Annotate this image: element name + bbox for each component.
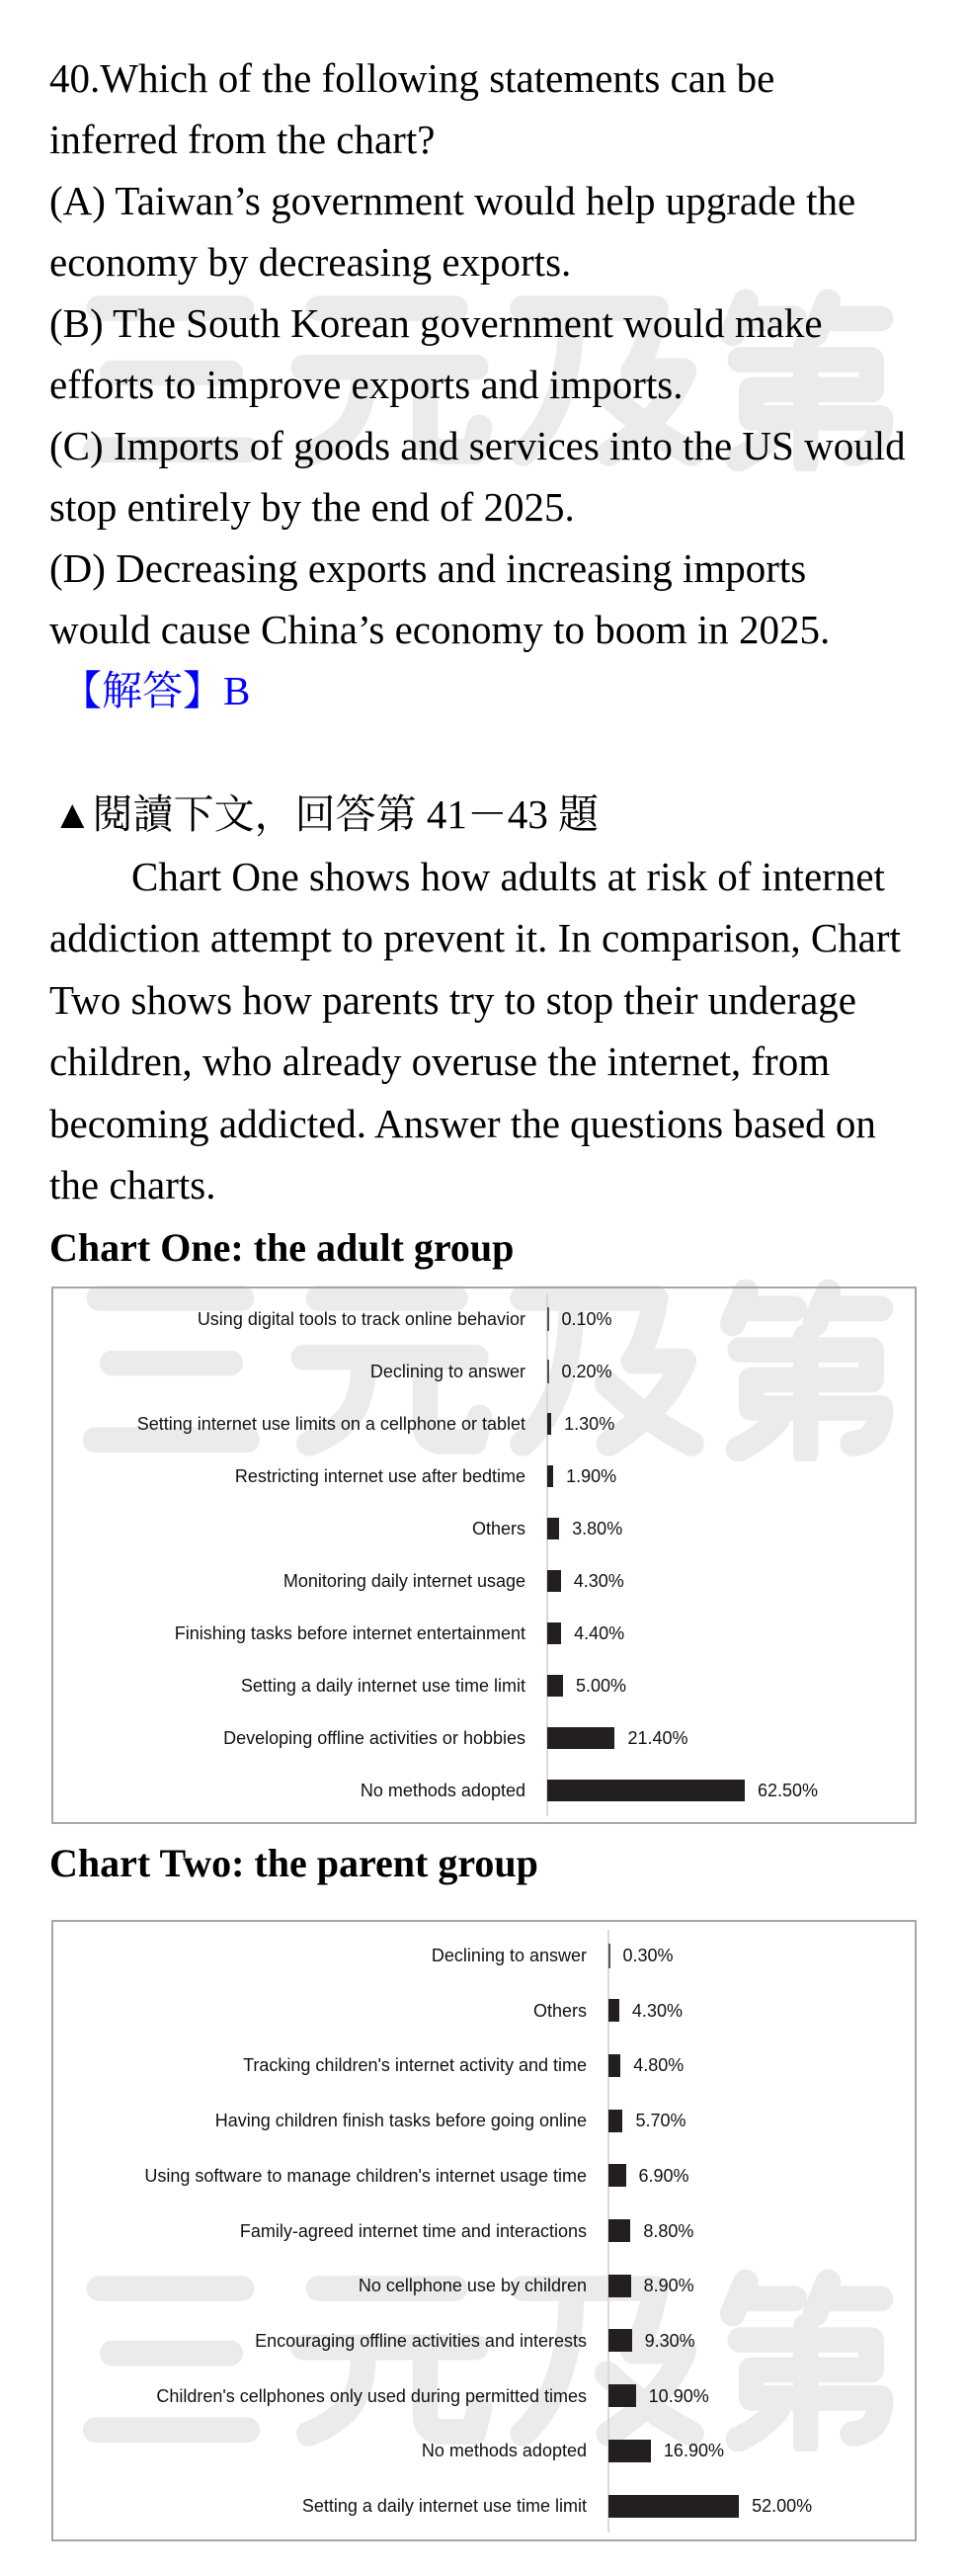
data-label: 4.30%	[631, 2000, 683, 2021]
bar	[608, 2054, 620, 2077]
bar	[608, 2110, 622, 2132]
option-a-line: (A) Taiwan’s government would help upgrade the	[49, 178, 856, 223]
chart-one-adult-group	[51, 1287, 917, 1824]
question-stem-line: 40.Which of the following statements can be	[49, 55, 775, 101]
bar	[608, 2164, 626, 2187]
data-label: 4.30%	[573, 1571, 624, 1591]
bar	[608, 1999, 619, 2022]
data-label: 16.90%	[663, 2441, 724, 2461]
category-label: Using software to manage children's internet usage time	[144, 2165, 587, 2186]
passage-line: children, who already overuse the internet, from	[49, 1039, 831, 1084]
bar	[547, 1413, 551, 1435]
bar	[547, 1307, 549, 1331]
category-label: Having children finish tasks before going online	[214, 2111, 587, 2131]
category-label: Children's cellphones only used during permitted times	[156, 2385, 587, 2406]
data-label: 0.10%	[561, 1309, 612, 1329]
data-label: 0.20%	[561, 1362, 612, 1381]
option-d-line: (D) Decreasing exports and increasing imports	[49, 545, 807, 591]
passage-line: Chart One shows how adults at risk of internet	[131, 853, 885, 899]
data-label: 21.40%	[627, 1728, 688, 1748]
data-label: 6.90%	[638, 2165, 689, 2186]
data-label: 9.30%	[644, 2330, 695, 2351]
category-label: Tracking children's internet activity and time	[243, 2055, 587, 2076]
bar	[547, 1675, 563, 1697]
category-label: No cellphone use by children	[358, 2276, 587, 2296]
option-d-line: would cause China’s economy to boom in 2025.	[49, 607, 831, 652]
category-label: Others	[471, 1519, 525, 1538]
data-label: 8.80%	[643, 2220, 694, 2241]
bar	[608, 2384, 636, 2407]
data-label: 4.40%	[574, 1623, 625, 1643]
answer-label: 【解答】	[61, 668, 223, 713]
bar	[547, 1622, 561, 1644]
data-label: 52.00%	[752, 2496, 813, 2516]
category-label: Encouraging offline activities and interests	[255, 2330, 587, 2351]
data-label: 3.80%	[572, 1519, 623, 1538]
category-label: Declining to answer	[369, 1362, 525, 1381]
passage-line: Two shows how parents try to stop their underage	[49, 976, 856, 1023]
category-label: Using digital tools to track online behavior	[197, 1309, 525, 1329]
passage-line: the charts.	[49, 1162, 216, 1207]
bar	[608, 2275, 631, 2297]
option-b-line: efforts to improve exports and imports.	[49, 362, 684, 407]
question-stem-line: inferred from the chart?	[49, 117, 436, 162]
data-label: 8.90%	[643, 2276, 694, 2296]
bar	[608, 1944, 610, 1968]
bar	[608, 2219, 630, 2242]
bar	[547, 1570, 561, 1592]
answer	[49, 660, 906, 721]
data-label: 4.80%	[633, 2055, 685, 2076]
bar	[608, 2440, 651, 2462]
answer-value: B	[223, 668, 251, 713]
category-label: Family-agreed internet time and interactions	[239, 2220, 587, 2241]
passage-line: addiction attempt to prevent it. In comparison, Chart	[49, 915, 901, 960]
category-label: Finishing tasks before internet entertainment	[174, 1623, 525, 1643]
data-label: 62.50%	[758, 1781, 819, 1800]
category-label: Monitoring daily internet usage	[282, 1571, 525, 1591]
category-label: Developing offline activities or hobbies	[223, 1728, 525, 1748]
option-c-line: (C) Imports of goods and services into the US would	[49, 423, 906, 468]
passage-instruction: ▲閱讀下文，回答第 41－43 題	[52, 791, 600, 837]
category-label: Declining to answer	[431, 1946, 587, 1965]
chart-two-parent-group	[51, 1920, 917, 2541]
data-label: 10.90%	[648, 2385, 709, 2406]
bar	[608, 2329, 632, 2352]
data-label: 1.30%	[564, 1414, 615, 1434]
category-label: Others	[532, 2000, 587, 2021]
data-label: 5.00%	[576, 1676, 627, 1696]
category-label: Setting a daily internet use time limit	[240, 1676, 525, 1696]
category-label: No methods adopted	[360, 1781, 525, 1800]
data-label: 5.70%	[635, 2111, 686, 2131]
option-a-line: economy by decreasing exports.	[49, 239, 572, 285]
passage	[49, 784, 901, 1216]
bar	[547, 1518, 559, 1539]
bar	[547, 1780, 745, 1801]
data-label: 1.90%	[566, 1466, 617, 1486]
bar	[547, 1360, 549, 1383]
bar	[547, 1727, 614, 1749]
chart-two-title: Chart Two: the parent group	[49, 1841, 538, 1885]
question-40	[49, 47, 906, 721]
category-label: Restricting internet use after bedtime	[234, 1466, 525, 1486]
data-label: 0.30%	[622, 1946, 674, 1965]
category-label: No methods adopted	[421, 2441, 587, 2461]
option-c-line: stop entirely by the end of 2025.	[49, 484, 575, 530]
category-label: Setting internet use limits on a cellphone or tablet	[136, 1414, 525, 1434]
bar	[547, 1465, 553, 1487]
option-b-line: (B) The South Korean government would make	[49, 300, 823, 346]
chart-one-title: Chart One: the adult group	[49, 1225, 515, 1270]
passage-line: becoming addicted. Answer the questions based on	[49, 1100, 876, 1146]
bar	[608, 2495, 739, 2518]
category-label: Setting a daily internet use time limit	[301, 2496, 587, 2516]
